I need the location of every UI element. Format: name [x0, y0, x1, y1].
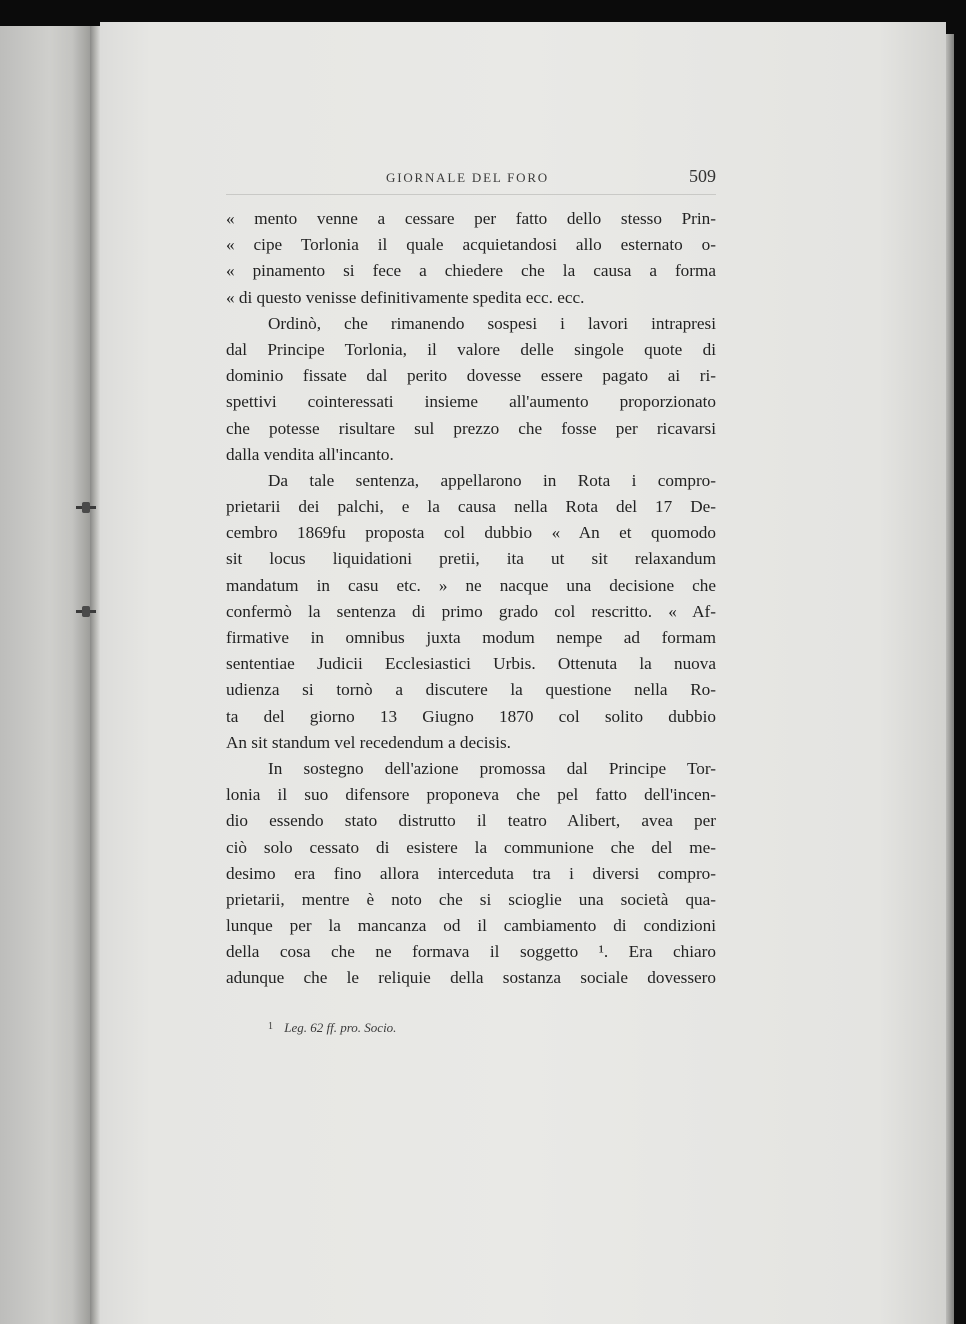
text-line: che potesse risultare sul prezzo che fosse per ricavarsi [226, 418, 716, 438]
text-line: lonia il suo difensore proponeva che pel fatto dell'incen- [226, 785, 716, 805]
footnote-marker: 1 [268, 1021, 273, 1032]
header-rule [226, 194, 716, 195]
text-line: prietarii, mentre è noto che si scioglie una società qua- [226, 889, 716, 909]
page-edge-shadow [946, 34, 954, 1324]
text-line: dal Principe Torlonia, il valore delle singole quote di [226, 339, 716, 359]
text-line: dominio fissate dal perito dovesse essere pagato ai ri- [226, 366, 716, 386]
text-line: In sostegno dell'azione promossa dal Principe Tor- [268, 758, 716, 778]
text-line: An sit standum vel recedendum a decisis. [226, 732, 511, 752]
text-line: della cosa che ne formava il soggetto ¹. Era chiaro [226, 942, 716, 962]
text-line: Ordinò, che rimanendo sospesi i lavori intrapresi [268, 313, 716, 333]
margin-mark [76, 506, 96, 509]
text-line: « pinamento si fece a chiedere che la causa a forma [226, 261, 716, 281]
margin-mark [76, 610, 96, 613]
text-line: udienza si tornò a discutere la questione nella Ro- [226, 680, 716, 700]
text-line: « cipe Torlonia il quale acquietandosi allo esternato o- [226, 235, 716, 255]
text-line: Da tale sentenza, appellarono in Rota i compro- [268, 470, 716, 490]
text-line: firmative in omnibus juxta modum nempe ad formam [226, 628, 716, 647]
text-line: mandatum in casu etc. » ne nacque una decisione che [226, 575, 716, 595]
running-head: GIORNALE DEL FORO [386, 170, 549, 185]
text-line: prietarii dei palchi, e la causa nella Rota del 17 De- [226, 497, 716, 517]
text-line: dalla vendita all'incanto. [226, 444, 394, 464]
text-line: « di questo venisse definitivamente spedita ecc. ecc. [226, 287, 585, 307]
book-gutter [90, 26, 100, 1324]
text-line: sententiae Judicii Ecclesiastici Urbis. Ottenuta la nuova [226, 654, 716, 674]
text-line: desimo era fino allora interceduta tra i diversi compro- [226, 863, 716, 883]
text-line: confermò la sentenza di primo grado col rescritto. « Af- [226, 601, 716, 621]
text-line: lunque per la mancanza od il cambiamento di condizioni [226, 916, 716, 936]
page-header [226, 166, 716, 192]
scan-border [954, 0, 966, 1324]
body-text [226, 206, 716, 992]
text-line: cembro 1869fu proposta col dubbio « An et quomodo [226, 523, 716, 543]
footnote-text: Leg. 62 ff. pro. Socio. [284, 1020, 397, 1035]
text-line: ta del giorno 13 Giugno 1870 col solito dubbio [226, 706, 716, 726]
text-line: dio essendo stato distrutto il teatro Alibert, avea per [226, 811, 716, 831]
page-number: 509 [689, 166, 716, 186]
footnote [268, 1020, 396, 1036]
text-line: ciò solo cessato di esistere la communione che del me- [226, 837, 716, 857]
text-line: adunque che le reliquie della sostanza sociale dovessero [226, 968, 716, 988]
text-line: « mento venne a cessare per fatto dello stesso Prin- [226, 209, 716, 228]
text-line: sit locus liquidationi pretii, ita ut sit relaxandum [226, 549, 716, 569]
text-line: spettivi cointeressati insieme all'aumento proporzionato [226, 392, 716, 412]
left-page-edge [0, 26, 90, 1324]
